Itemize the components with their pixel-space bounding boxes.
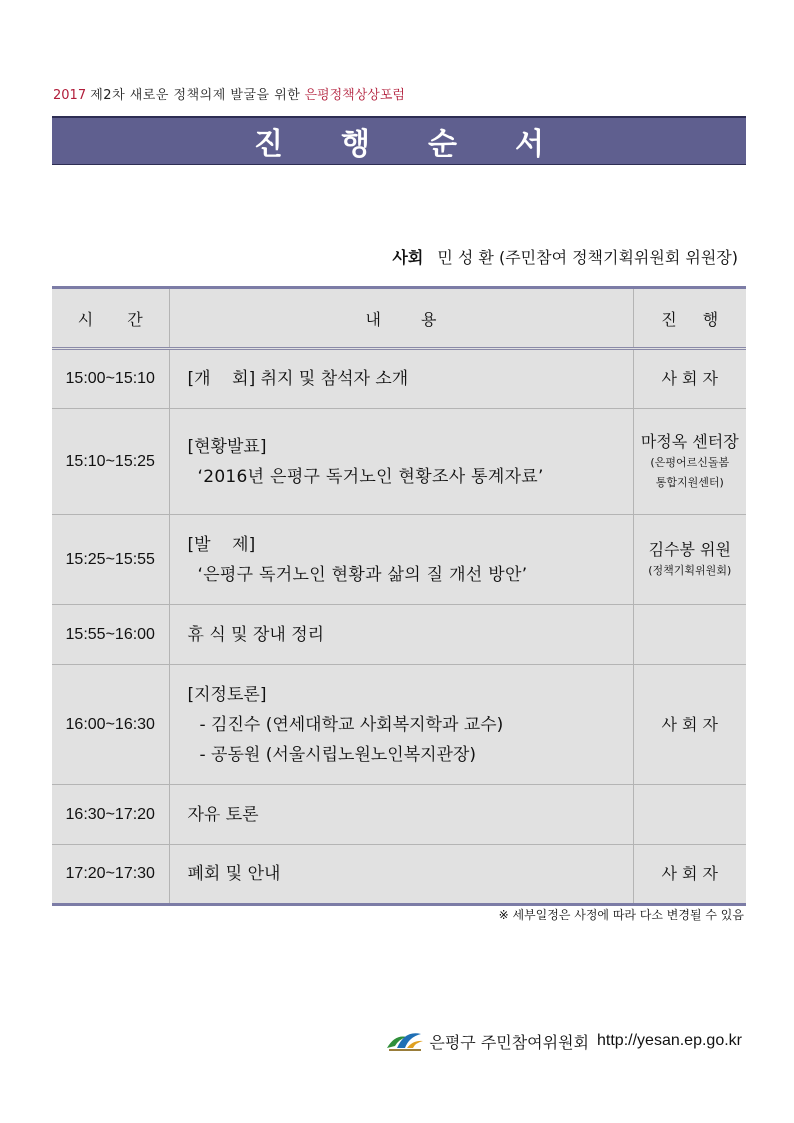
row-content [169,515,633,605]
row-progress [633,785,746,845]
content-line: ‘은평구 독거노인 현황과 삶의 질 개선 방안’ [197,564,528,585]
row-time: 15:00~15:10 [52,349,169,409]
table-row [52,605,746,665]
moderator-label: 사회 [392,248,424,267]
row-progress [633,349,746,409]
progress-line: 사 회 자 [661,714,719,734]
row-content [169,605,633,665]
row-time: 16:30~17:20 [52,785,169,845]
header-time: 시간 [52,288,169,349]
header-progress: 진행 [633,288,746,349]
row-time: 16:00~16:30 [52,665,169,785]
content-line: - 공동원 (서울시립노원노인복지관장) [199,744,477,765]
row-time: 15:25~15:55 [52,515,169,605]
row-content [169,409,633,515]
progress-line: 김수봉 위원 [648,539,731,559]
progress-line: (은평어르신돌봄 [650,455,730,469]
row-progress [633,515,746,605]
moderator-name: 민 성 환 (주민참여 정책기획위원회 위원장) [437,248,738,267]
table-header-row [52,288,746,349]
row-time: 17:20~17:30 [52,845,169,905]
content-line: ‘2016년 은평구 독거노인 현황조사 통계자료’ [197,466,544,487]
row-content [169,845,633,905]
schedule-table [52,286,746,906]
content-line: 폐회 및 안내 [187,864,281,884]
content-line: - 김진수 (연세대학교 사회복지학과 교수) [199,714,504,735]
table-row [52,665,746,785]
header-forum-name: 은평정책상상포럼 [304,88,405,103]
row-time: 15:55~16:00 [52,605,169,665]
row-progress [633,665,746,785]
title-bar [52,116,746,165]
footer-url[interactable]: http://yesan.ep.go.kr [597,1032,742,1049]
content-line: [발 제] [187,534,256,555]
content-line: [개 회] 취지 및 참석자 소개 [187,369,409,389]
page-title: 진행순서 [254,127,602,162]
table-row [52,409,746,515]
committee-logo-icon [385,1028,425,1054]
row-content [169,785,633,845]
header-content: 내용 [169,288,633,349]
header-subtitle: 제2차 새로운 정책의제 발굴을 위한 [90,88,301,103]
row-progress [633,605,746,665]
row-progress [633,845,746,905]
content-line: 휴 식 및 장내 정리 [187,624,325,645]
row-progress [633,409,746,515]
content-line: [지정토론] [187,684,267,705]
footer [385,1028,742,1054]
content-line: 자유 토론 [187,804,259,825]
table-row [52,349,746,409]
header-year: 2017 [53,88,87,103]
progress-line: 사 회 자 [661,864,719,883]
footer-organization: 은평구 주민참여위원회 [429,1032,590,1052]
header-line [53,84,405,103]
progress-line: 통합지원센터) [655,475,724,489]
moderator-line [392,245,738,268]
row-time: 15:10~15:25 [52,409,169,515]
table-row [52,845,746,905]
progress-line: 마정옥 센터장 [640,431,739,451]
progress-line: 사 회 자 [661,369,719,388]
row-content [169,665,633,785]
schedule-note: ※ 세부일정은 사정에 따라 다소 변경될 수 있음 [498,908,744,922]
row-content [169,349,633,409]
table-row [52,785,746,845]
progress-line: (정책기획위원회) [648,563,732,577]
table-row [52,515,746,605]
content-line: [현황발표] [187,436,267,457]
